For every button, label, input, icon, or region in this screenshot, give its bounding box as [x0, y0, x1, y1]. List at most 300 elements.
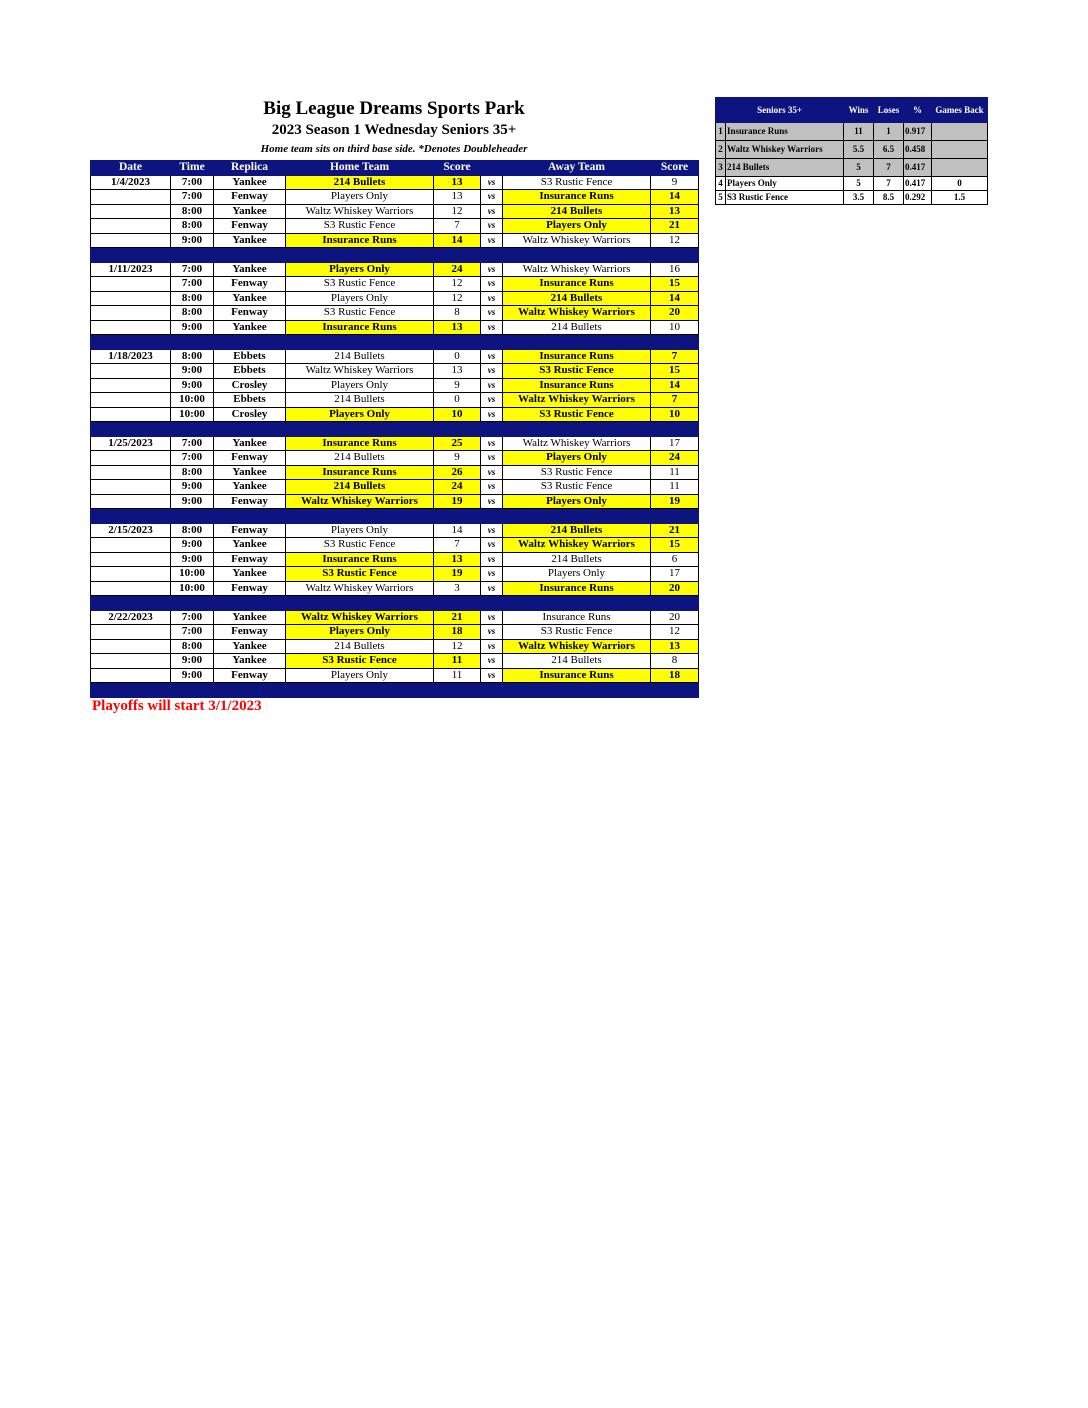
game-time: 10:00 [171, 393, 214, 408]
away-team: 214 Bullets [503, 320, 651, 335]
game-time: 10:00 [171, 567, 214, 582]
game-date [91, 451, 171, 466]
home-score: 11 [434, 668, 481, 683]
standing-team: 214 Bullets [726, 159, 844, 177]
week-separator [91, 596, 699, 611]
vs-label: vs [481, 349, 503, 364]
table-row [91, 306, 699, 321]
table-row [91, 407, 699, 422]
game-date [91, 204, 171, 219]
col-date-header: Date [91, 161, 171, 176]
separator-cell [214, 683, 286, 698]
game-date [91, 393, 171, 408]
separator-cell [651, 248, 699, 263]
game-time: 9:00 [171, 538, 214, 553]
away-team: Waltz Whiskey Warriors [503, 306, 651, 321]
game-date [91, 538, 171, 553]
vs-label: vs [481, 219, 503, 234]
standings-table [715, 97, 988, 205]
standings-row [716, 141, 988, 159]
table-row [91, 480, 699, 495]
away-team: Insurance Runs [503, 190, 651, 205]
away-score: 10 [651, 320, 699, 335]
separator-cell [171, 683, 214, 698]
game-date [91, 219, 171, 234]
game-time: 10:00 [171, 407, 214, 422]
home-score: 13 [434, 175, 481, 190]
away-team: Players Only [503, 451, 651, 466]
game-replica: Fenway [214, 552, 286, 567]
away-team: Insurance Runs [503, 378, 651, 393]
standing-pct: 0.917 [904, 123, 932, 141]
game-date [91, 552, 171, 567]
away-score: 8 [651, 654, 699, 669]
home-team: Waltz Whiskey Warriors [286, 204, 434, 219]
away-team: 214 Bullets [503, 552, 651, 567]
playoffs-notice: Playoffs will start 3/1/2023 [92, 698, 262, 714]
home-score: 21 [434, 610, 481, 625]
standing-team: S3 Rustic Fence [726, 191, 844, 205]
table-row [91, 639, 699, 654]
home-team: S3 Rustic Fence [286, 306, 434, 321]
game-replica: Fenway [214, 451, 286, 466]
away-score: 7 [651, 349, 699, 364]
game-replica: Crosley [214, 407, 286, 422]
home-score: 7 [434, 219, 481, 234]
vs-label: vs [481, 233, 503, 248]
standing-pct: 0.417 [904, 177, 932, 191]
standing-games-back [932, 159, 988, 177]
game-time: 9:00 [171, 233, 214, 248]
game-replica: Yankee [214, 262, 286, 277]
separator-cell [171, 509, 214, 524]
away-team: Waltz Whiskey Warriors [503, 436, 651, 451]
game-time: 8:00 [171, 639, 214, 654]
separator-cell [651, 509, 699, 524]
table-row [91, 204, 699, 219]
standing-team: Players Only [726, 177, 844, 191]
vs-label: vs [481, 364, 503, 379]
away-score: 15 [651, 364, 699, 379]
col-home-team-header: Home Team [286, 161, 434, 176]
vs-label: vs [481, 639, 503, 654]
standing-rank: 5 [716, 191, 726, 205]
game-date [91, 320, 171, 335]
game-time: 9:00 [171, 378, 214, 393]
standing-loses: 7 [874, 159, 904, 177]
home-team: S3 Rustic Fence [286, 567, 434, 582]
home-team: Players Only [286, 523, 434, 538]
game-time: 9:00 [171, 668, 214, 683]
game-replica: Yankee [214, 320, 286, 335]
game-replica: Fenway [214, 219, 286, 234]
separator-cell [171, 596, 214, 611]
vs-label: vs [481, 538, 503, 553]
standing-pct: 0.417 [904, 159, 932, 177]
separator-cell [651, 422, 699, 437]
separator-cell [434, 683, 481, 698]
game-date [91, 567, 171, 582]
game-date [91, 291, 171, 306]
standings-header-row [716, 98, 988, 123]
week-separator [91, 248, 699, 263]
table-row [91, 262, 699, 277]
table-row [91, 465, 699, 480]
game-time: 8:00 [171, 219, 214, 234]
away-score: 9 [651, 175, 699, 190]
home-score: 9 [434, 451, 481, 466]
away-score: 12 [651, 233, 699, 248]
away-team: 214 Bullets [503, 291, 651, 306]
game-replica: Crosley [214, 378, 286, 393]
standing-wins: 5 [844, 177, 874, 191]
page-subtitle: 2023 Season 1 Wednesday Seniors 35+ [271, 122, 517, 138]
home-score: 13 [434, 320, 481, 335]
home-team: S3 Rustic Fence [286, 538, 434, 553]
away-score: 17 [651, 436, 699, 451]
vs-label: vs [481, 204, 503, 219]
home-team: 214 Bullets [286, 349, 434, 364]
separator-cell [286, 335, 434, 350]
game-time: 10:00 [171, 581, 214, 596]
standings-row [716, 123, 988, 141]
game-time: 9:00 [171, 364, 214, 379]
home-score: 9 [434, 378, 481, 393]
game-replica: Fenway [214, 190, 286, 205]
away-score: 15 [651, 277, 699, 292]
standing-games-back: 0 [932, 177, 988, 191]
separator-cell [434, 248, 481, 263]
away-team: Waltz Whiskey Warriors [503, 233, 651, 248]
game-date [91, 625, 171, 640]
separator-cell [481, 422, 503, 437]
separator-cell [503, 683, 651, 698]
vs-label: vs [481, 668, 503, 683]
away-score: 17 [651, 567, 699, 582]
home-score: 0 [434, 393, 481, 408]
table-row [91, 233, 699, 248]
standing-loses: 8.5 [874, 191, 904, 205]
vs-label: vs [481, 190, 503, 205]
away-team: Waltz Whiskey Warriors [503, 538, 651, 553]
table-row [91, 494, 699, 509]
col-vs-header [481, 161, 503, 176]
separator-cell [503, 248, 651, 263]
separator-cell [481, 335, 503, 350]
week-separator [91, 509, 699, 524]
away-team: Insurance Runs [503, 277, 651, 292]
away-team: Insurance Runs [503, 349, 651, 364]
game-date [91, 494, 171, 509]
away-score: 14 [651, 190, 699, 205]
vs-label: vs [481, 552, 503, 567]
standings-pct-header: % [904, 98, 932, 123]
standing-rank: 1 [716, 123, 726, 141]
home-score: 24 [434, 262, 481, 277]
col-time-header: Time [171, 161, 214, 176]
away-team: S3 Rustic Fence [503, 364, 651, 379]
away-team: S3 Rustic Fence [503, 480, 651, 495]
separator-cell [214, 335, 286, 350]
separator-cell [286, 683, 434, 698]
separator-cell [503, 509, 651, 524]
table-row [91, 567, 699, 582]
table-row [91, 320, 699, 335]
home-score: 8 [434, 306, 481, 321]
vs-label: vs [481, 480, 503, 495]
table-row [91, 291, 699, 306]
home-score: 12 [434, 204, 481, 219]
separator-cell [481, 248, 503, 263]
away-score: 14 [651, 291, 699, 306]
vs-label: vs [481, 306, 503, 321]
vs-label: vs [481, 610, 503, 625]
home-team: Players Only [286, 190, 434, 205]
table-row [91, 190, 699, 205]
game-date: 1/11/2023 [91, 262, 171, 277]
game-date: 1/25/2023 [91, 436, 171, 451]
separator-cell [286, 248, 434, 263]
home-team: Players Only [286, 378, 434, 393]
home-team: 214 Bullets [286, 639, 434, 654]
home-score: 24 [434, 480, 481, 495]
standing-wins: 5.5 [844, 141, 874, 159]
standing-wins: 3.5 [844, 191, 874, 205]
game-replica: Yankee [214, 175, 286, 190]
game-replica: Fenway [214, 277, 286, 292]
home-team: S3 Rustic Fence [286, 219, 434, 234]
separator-cell [481, 683, 503, 698]
home-team: Insurance Runs [286, 320, 434, 335]
standing-rank: 2 [716, 141, 726, 159]
game-replica: Fenway [214, 494, 286, 509]
game-replica: Yankee [214, 291, 286, 306]
home-score: 12 [434, 277, 481, 292]
game-replica: Yankee [214, 538, 286, 553]
away-score: 21 [651, 523, 699, 538]
standing-loses: 6.5 [874, 141, 904, 159]
game-time: 8:00 [171, 204, 214, 219]
away-score: 10 [651, 407, 699, 422]
home-score: 25 [434, 436, 481, 451]
separator-cell [651, 335, 699, 350]
vs-label: vs [481, 262, 503, 277]
home-team: S3 Rustic Fence [286, 654, 434, 669]
standings-wins-header: Wins [844, 98, 874, 123]
standing-games-back [932, 123, 988, 141]
away-score: 21 [651, 219, 699, 234]
away-team: Players Only [503, 494, 651, 509]
table-row [91, 219, 699, 234]
standing-rank: 4 [716, 177, 726, 191]
game-replica: Yankee [214, 480, 286, 495]
separator-cell [171, 335, 214, 350]
home-team: 214 Bullets [286, 393, 434, 408]
game-date [91, 465, 171, 480]
separator-cell [214, 509, 286, 524]
game-date [91, 233, 171, 248]
home-score: 12 [434, 291, 481, 306]
table-row [91, 436, 699, 451]
col-replica-header: Replica [214, 161, 286, 176]
table-row [91, 668, 699, 683]
table-row [91, 393, 699, 408]
standing-team: Waltz Whiskey Warriors [726, 141, 844, 159]
home-score: 7 [434, 538, 481, 553]
away-team: Waltz Whiskey Warriors [503, 639, 651, 654]
table-row [91, 277, 699, 292]
separator-cell [434, 335, 481, 350]
home-team: Players Only [286, 625, 434, 640]
away-score: 11 [651, 465, 699, 480]
game-date [91, 306, 171, 321]
standings-row [716, 159, 988, 177]
vs-label: vs [481, 465, 503, 480]
game-date [91, 407, 171, 422]
home-score: 10 [434, 407, 481, 422]
standing-wins: 11 [844, 123, 874, 141]
home-score: 12 [434, 639, 481, 654]
separator-cell [91, 683, 171, 698]
game-time: 8:00 [171, 306, 214, 321]
table-row [91, 625, 699, 640]
week-separator [91, 683, 699, 698]
away-score: 18 [651, 668, 699, 683]
separator-cell [214, 248, 286, 263]
game-replica: Yankee [214, 204, 286, 219]
week-separator [91, 422, 699, 437]
standing-pct: 0.292 [904, 191, 932, 205]
away-score: 12 [651, 625, 699, 640]
table-row [91, 552, 699, 567]
game-replica: Yankee [214, 465, 286, 480]
game-replica: Yankee [214, 610, 286, 625]
game-time: 7:00 [171, 625, 214, 640]
away-score: 13 [651, 204, 699, 219]
vs-label: vs [481, 378, 503, 393]
table-row [91, 523, 699, 538]
away-score: 6 [651, 552, 699, 567]
home-team: Players Only [286, 262, 434, 277]
game-replica: Fenway [214, 625, 286, 640]
away-score: 13 [651, 639, 699, 654]
table-row [91, 349, 699, 364]
separator-cell [651, 683, 699, 698]
away-score: 20 [651, 581, 699, 596]
separator-cell [91, 422, 171, 437]
away-team: 214 Bullets [503, 204, 651, 219]
game-time: 8:00 [171, 349, 214, 364]
vs-label: vs [481, 581, 503, 596]
away-team: 214 Bullets [503, 654, 651, 669]
game-date [91, 364, 171, 379]
separator-cell [503, 335, 651, 350]
home-score: 3 [434, 581, 481, 596]
home-team: Insurance Runs [286, 233, 434, 248]
away-team: Insurance Runs [503, 581, 651, 596]
home-team: Waltz Whiskey Warriors [286, 581, 434, 596]
game-time: 7:00 [171, 451, 214, 466]
home-score: 13 [434, 552, 481, 567]
away-score: 24 [651, 451, 699, 466]
game-date: 1/4/2023 [91, 175, 171, 190]
away-team: Waltz Whiskey Warriors [503, 393, 651, 408]
table-row [91, 654, 699, 669]
standings-gb-header: Games Back [932, 98, 988, 123]
game-date [91, 654, 171, 669]
separator-cell [481, 509, 503, 524]
standing-games-back [932, 141, 988, 159]
col-home-score-header: Score [434, 161, 481, 176]
game-time: 7:00 [171, 610, 214, 625]
game-replica: Fenway [214, 668, 286, 683]
standing-pct: 0.458 [904, 141, 932, 159]
away-team: S3 Rustic Fence [503, 175, 651, 190]
standing-wins: 5 [844, 159, 874, 177]
table-row [91, 175, 699, 190]
separator-cell [503, 596, 651, 611]
separator-cell [286, 422, 434, 437]
game-date [91, 190, 171, 205]
home-score: 26 [434, 465, 481, 480]
game-replica: Fenway [214, 306, 286, 321]
standing-loses: 7 [874, 177, 904, 191]
vs-label: vs [481, 277, 503, 292]
vs-label: vs [481, 494, 503, 509]
away-team: Insurance Runs [503, 668, 651, 683]
game-replica: Ebbets [214, 349, 286, 364]
game-date [91, 378, 171, 393]
game-replica: Yankee [214, 567, 286, 582]
separator-cell [651, 596, 699, 611]
vs-label: vs [481, 291, 503, 306]
game-time: 9:00 [171, 552, 214, 567]
home-score: 19 [434, 567, 481, 582]
vs-label: vs [481, 654, 503, 669]
game-replica: Ebbets [214, 393, 286, 408]
col-away-score-header: Score [651, 161, 699, 176]
separator-cell [91, 509, 171, 524]
separator-cell [481, 596, 503, 611]
game-time: 7:00 [171, 277, 214, 292]
separator-cell [214, 596, 286, 611]
home-score: 18 [434, 625, 481, 640]
table-row [91, 610, 699, 625]
home-team: S3 Rustic Fence [286, 277, 434, 292]
game-date [91, 639, 171, 654]
separator-cell [91, 596, 171, 611]
separator-cell [434, 509, 481, 524]
away-score: 19 [651, 494, 699, 509]
home-team: Waltz Whiskey Warriors [286, 494, 434, 509]
home-score: 11 [434, 654, 481, 669]
schedule-body [91, 175, 699, 697]
away-score: 20 [651, 610, 699, 625]
game-time: 7:00 [171, 190, 214, 205]
week-separator [91, 335, 699, 350]
game-time: 7:00 [171, 175, 214, 190]
away-team: S3 Rustic Fence [503, 407, 651, 422]
game-date [91, 277, 171, 292]
schedule-header-row [91, 161, 699, 176]
schedule-table [90, 160, 699, 698]
standings-body [716, 123, 988, 205]
game-date: 2/15/2023 [91, 523, 171, 538]
separator-cell [171, 422, 214, 437]
home-team: Players Only [286, 407, 434, 422]
vs-label: vs [481, 175, 503, 190]
away-team: S3 Rustic Fence [503, 465, 651, 480]
